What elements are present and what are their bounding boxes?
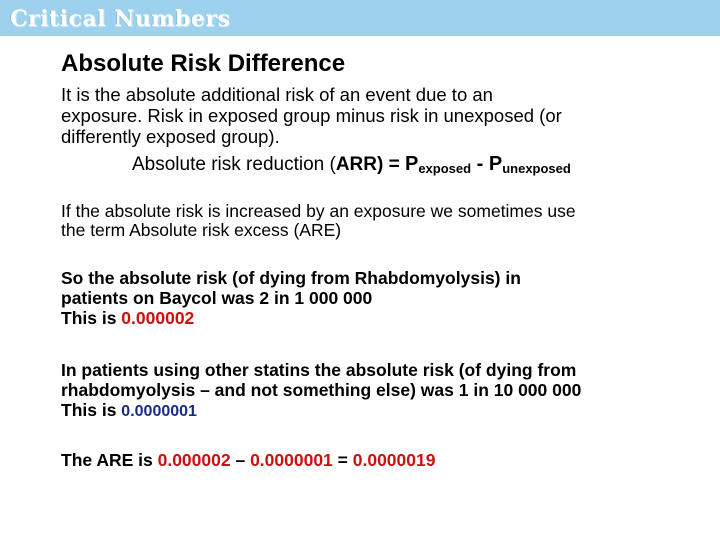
statins-prefix: This is bbox=[61, 400, 122, 420]
are-value-b: 0.0000001 bbox=[250, 450, 333, 470]
definition-line: It is the absolute additional risk of an event due to an bbox=[61, 84, 493, 105]
are-equals: = bbox=[332, 450, 353, 470]
formula-minus: - bbox=[471, 153, 489, 175]
title-banner bbox=[0, 0, 720, 36]
baycol-risk-value: 0.000002 bbox=[121, 308, 195, 328]
slide-heading: Absolute Risk Difference bbox=[61, 50, 346, 77]
baycol-prefix: This is bbox=[61, 308, 122, 328]
formula-sub-exposed: exposed bbox=[418, 161, 472, 176]
are-line: If the absolute risk is increased by an exposure we sometimes use bbox=[61, 201, 576, 221]
baycol-line: patients on Baycol was 2 in 1 000 000 bbox=[61, 288, 373, 308]
formula-p-unexposed: P bbox=[488, 153, 503, 175]
are-line: the term Absolute risk excess (ARE) bbox=[61, 220, 342, 240]
banner-title: Critical Numbers bbox=[10, 6, 231, 32]
statins-line: In patients using other statins the absolute risk (of dying from bbox=[61, 360, 577, 380]
statins-result-line bbox=[61, 400, 681, 422]
formula-abbr: ARR bbox=[335, 154, 377, 175]
definition-line: differently exposed group). bbox=[61, 126, 280, 147]
are-minus: – bbox=[230, 450, 251, 470]
arr-formula bbox=[132, 152, 571, 181]
are-total-equation bbox=[61, 450, 681, 470]
baycol-paragraph bbox=[61, 268, 681, 328]
definition-paragraph bbox=[61, 84, 681, 147]
baycol-line: So the absolute risk (of dying from Rhabdomyolysis) in bbox=[61, 268, 521, 288]
baycol-result-line bbox=[61, 308, 681, 328]
are-paragraph bbox=[61, 202, 681, 240]
are-value-a: 0.000002 bbox=[157, 450, 231, 470]
statins-line: rhabdomyolysis – and not something else) was 1 in 10 000 000 bbox=[61, 380, 582, 400]
formula-sub-unexposed: unexposed bbox=[502, 161, 571, 176]
are-total-line bbox=[61, 450, 681, 470]
are-total-prefix: The ARE is bbox=[61, 450, 158, 470]
statins-risk-value: 0.0000001 bbox=[121, 403, 197, 420]
statins-paragraph bbox=[61, 360, 681, 422]
formula-label: Absolute risk reduction ( bbox=[132, 154, 336, 175]
are-result: 0.0000019 bbox=[352, 450, 436, 470]
definition-line: exposure. Risk in exposed group minus risk in unexposed (or bbox=[61, 105, 562, 126]
formula-p-exposed: P bbox=[404, 153, 419, 175]
formula-equals: ) = bbox=[377, 154, 405, 175]
